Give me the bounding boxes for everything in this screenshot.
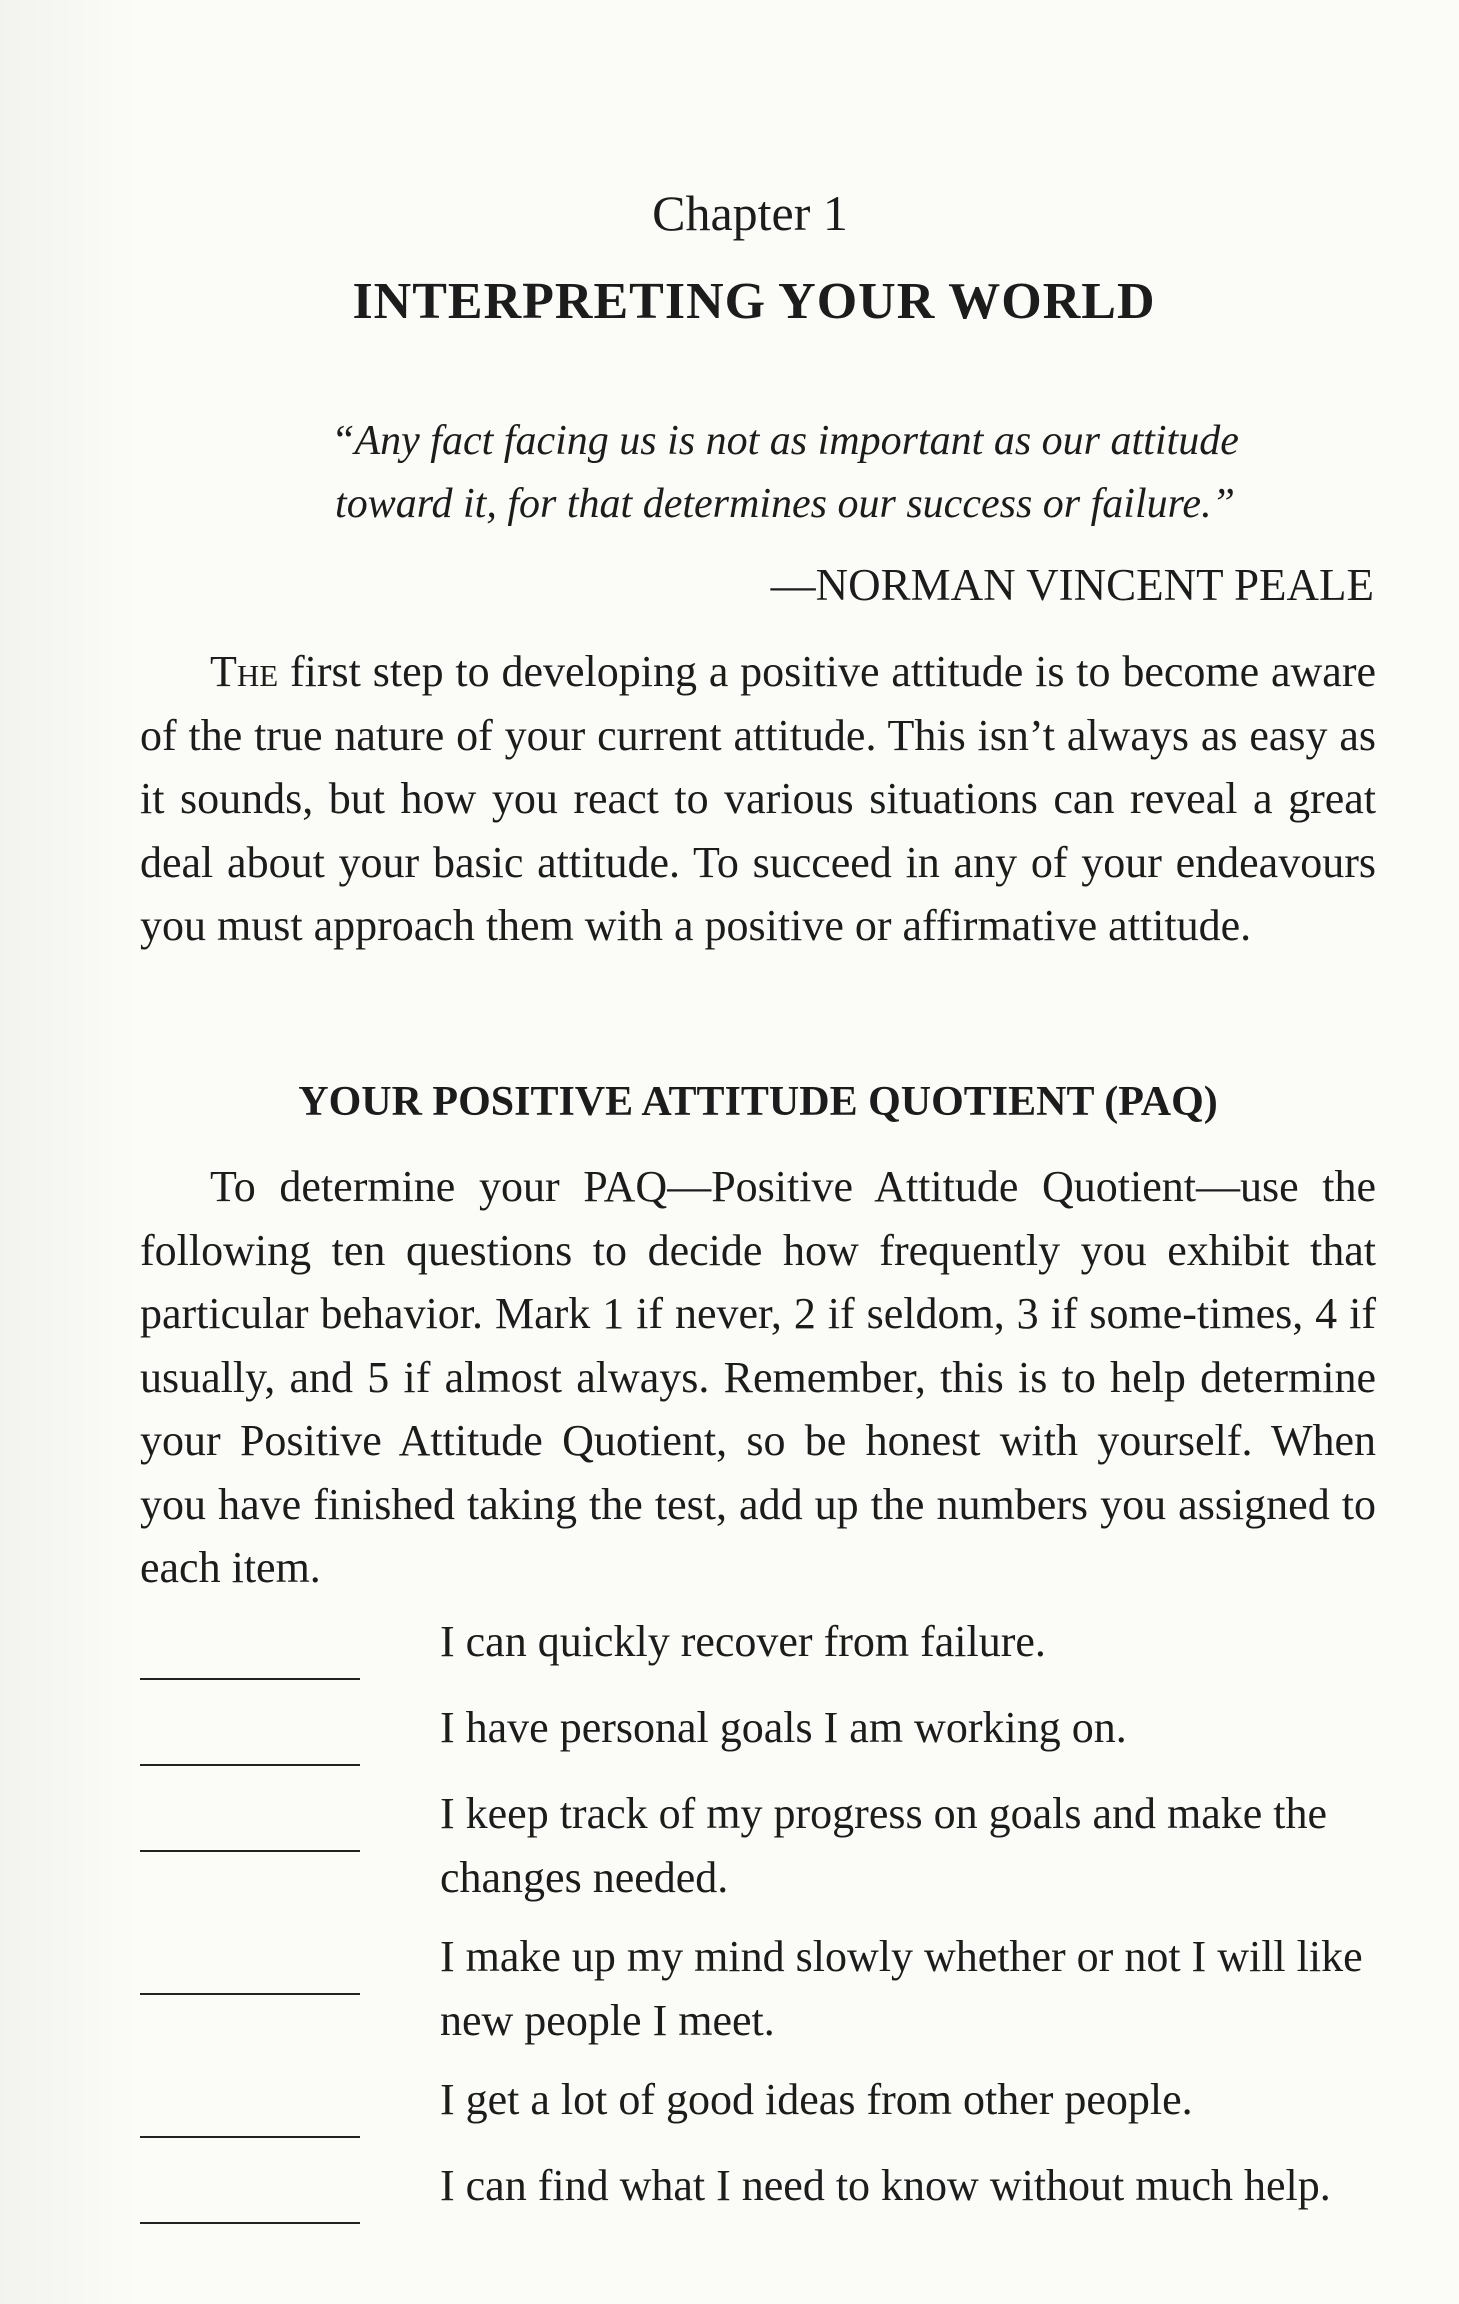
epigraph-attribution: —NORMAN VINCENT PEALE — [770, 560, 1374, 610]
questionnaire-item-text: I get a lot of good ideas from other people. — [440, 2075, 1193, 2124]
chapter-title: INTERPRETING YOUR WORLD — [352, 273, 1156, 330]
answer-blank[interactable] — [140, 1792, 360, 1852]
intro-paragraph-text: first step to developing a positive attitude is to become aware of the true nature of your current attitude. This isn’t always as easy as it sounds, but how you react to various situations can reveal a great deal about your basic attitude. To succeed in any of your endeavours you must approach them with a positive or affirmative attitude. — [140, 647, 1376, 950]
questionnaire-item-text: I keep track of my progress on goals and make the changes needed. — [440, 1789, 1328, 1902]
questionnaire-item-text: I have personal goals I am working on. — [440, 1703, 1127, 1752]
answer-blank[interactable] — [140, 2078, 360, 2138]
questionnaire-item — [140, 2154, 1376, 2224]
questionnaire-item — [140, 1610, 1376, 1680]
answer-blank[interactable] — [140, 1935, 360, 1995]
questionnaire-item-text: I can quickly recover from failure. — [440, 1617, 1046, 1666]
chapter-number: Chapter 1 — [652, 185, 848, 241]
epigraph-quote — [200, 410, 1370, 536]
answer-blank[interactable] — [140, 1706, 360, 1766]
instructions-paragraph: To determine your PAQ—Positive Attitude Quotient—use the following ten questions to decide how frequently you exhibit that particular behavior. Mark 1 if never, 2 if seldom, 3 if some-times, 4 if usually, and 5 if almost always. Remember, this is to help determine your Positive Attitude Quotient, so be honest with yourself. When you have finished taking the test, add up the numbers you assigned to each item. — [140, 1162, 1376, 1592]
section-heading: YOUR POSITIVE ATTITUDE QUOTIENT (PAQ) — [298, 1079, 1218, 1125]
questionnaire-item — [140, 1782, 1376, 1909]
page-gutter-shadow — [0, 0, 140, 2304]
epigraph-line-1: “Any fact facing us is not as important as our attitude — [331, 418, 1239, 464]
questionnaire-item-text: I can find what I need to know without much help. — [440, 2161, 1331, 2210]
questionnaire-list — [140, 1610, 1376, 2240]
answer-blank[interactable] — [140, 2164, 360, 2224]
questionnaire-item — [140, 1925, 1376, 2052]
questionnaire-item-text: I make up my mind slowly whether or not I will like new people I meet. — [440, 1932, 1363, 2045]
epigraph-line-2: toward it, for that determines our success or failure.” — [335, 481, 1235, 527]
questionnaire-item — [140, 1696, 1376, 1766]
answer-blank[interactable] — [140, 1620, 360, 1680]
questionnaire-item — [140, 2068, 1376, 2138]
intro-paragraph — [140, 640, 1376, 958]
intro-lead-word: The — [210, 647, 279, 696]
